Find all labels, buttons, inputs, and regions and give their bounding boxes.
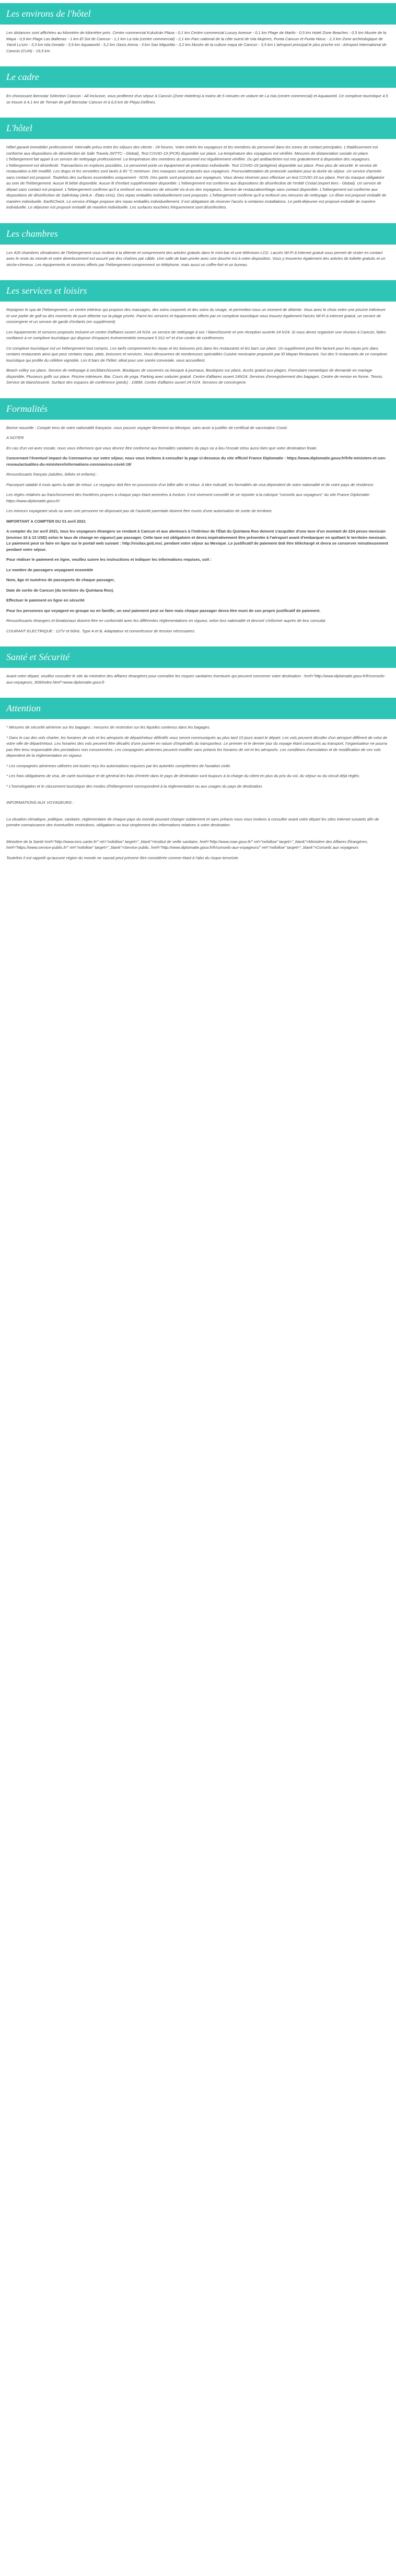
- section-environs: [0, 3, 396, 63]
- section-title: Formalités: [0, 398, 396, 420]
- paragraph: Pour les personnes qui voyagent en groupe ou en famille, un seul paiement peut se faire mais chaque passager devra être muni de son propre justificatif de paiement.: [6, 608, 321, 613]
- section-formalites: [0, 398, 396, 644]
- page: [0, 0, 396, 870]
- paragraph: Ressortissants français (adultes, bébés et enfants) :: [6, 472, 98, 477]
- section-services: [0, 280, 396, 395]
- section-title: Les environs de l'hôtel: [0, 3, 396, 25]
- paragraph: * Les compagnies aériennes utilisées ont toutes reçu les autorisations requises par les autorités compétentes de l'aviation civile.: [6, 763, 231, 768]
- paragraph[interactable]: Ministère de la Santé href="http://www.invs.sante.fr/" rel="nofollow" target="_blank">Institut de veille sanitaire, href="http://www.mae.gouv.fr/" rel="nofollow" target="_blank">Ministère des Affaires Étrangères, href="https://www.service-public.fr/" rel="nofollow" target="_blank">Service public, href="http://www.diplomatie.gouv.fr/fr/conseils-aux-voyageurs/" rel="nofollow" target="_blank">Conseils aux voyageurs: [6, 839, 368, 850]
- section-title: Les chambres: [0, 223, 396, 245]
- paragraph: * Dans le cas des vols charter, les horaires de vols et les aéroports de départ/retour définitifs vous seront communiqués au plus tard 10 jours avant le départ. Les vols peuvent décoller d'un aéroport différent de celui de votre ville de départ/retour. Les horaires des vols peuvent être décalés d'une journée en raison d'impératifs du transporteur. Le premier et le dernier jour du voyage étant consacrés au transport, l'organisateur ne pourra pas être tenu responsable des prestations non consommées. Les compagnies aériennes peuvent modifier sans préavis les horaires de vol et les aéroports. Les conditions d'annulation et de modification de ces vols dépendent de la réglementation en vigueur.: [6, 735, 388, 758]
- paragraph: Beach volley sur place, Service de nettoyage à sec/blanchisserie, Boutiques de souvenirs ou kiosque à journaux, Boutiques sur place, Accès gratuit aux plages, Formulaire romantique de demande en mariage disponible, Plusieurs golfs sur place. Piscine intérieure, Bar. Cours de yoga. Parking avec voiturier gratuit. Centre d'affaires ouvert 24h/24. Services d'enregistrement des bagages. Centre de remise en forme. Tennis. Service de blanchisserie. Surface des espaces de conférence (pieds) : 10896. Centre d'affaires ouvert 24 h/24. Services de conciergerie.: [6, 368, 383, 385]
- paragraph: Les distances sont affichées au kilomètre de kilomètre près. Centre commercial Kukulcán Plaza - 0,1 km Centre commercial Luxury Avenue - 0,1 km Plage de Marlin - 0,5 km Hotel Zone Beaches - 0,5 km Musée de la Maya - 0,9 km Plage Las Ballenas - 1 km El Sol de Cancun - 1,1 km La Isla (centre commercial) - 2,1 km Parc national de la côte ouest de Isla Mujeres, Punta Cancun et Punta Nizuc - 2,3 km Zone archéologique de Yamil Lu'um - 3,3 km Isla Dorado - 3,9 km Aquaworld - 3,2 km Oasis Arena - 3 km San Miguelito - 3,2 km Musée de la culture maya de Cancun - 3,5 km L'aéroport principal le plus proche est : Aéroport International de Cancún (CUN) - 19,5 km: [6, 30, 387, 53]
- section-title: L'hôtel: [0, 118, 396, 139]
- paragraph: * Mesures de sécurité aérienne sur les bagages : mesures de restriction sur les liquides contenus dans les bagages.: [6, 725, 211, 730]
- section-hotel: [0, 118, 396, 220]
- paragraph: Concernant l'éventuel impact du Coronavirus sur votre séjour, nous vous invitons à consulter la page ci-dessous du site officiel France Diplomatie : https://www.diplomatie.gouv.fr/fr/le-ministere-et-son-reseau/actualites-du-ministere/informations-coronavirus-covid-19/: [6, 456, 387, 467]
- paragraph: Les règles relatives au franchissement des frontières propres à chaque pays étant amenées à évoluer, il est vivement conseillé de se reporter à la rubrique "conseils aux voyageurs" du site France Diplomatie. https://www.diplomatie.gouv.fr/: [6, 492, 370, 503]
- paragraph: En choisissant Iberostar Selection Cancún - All Inclusive, vous profiterez d'un séjour à Cancún (Zone Hotelera) à moins de 5 minutes en voiture de La Isla (centre commercial) et Aquaworld. Ce complexe touristique 4,5 se trouve à 4,1 km de Terrain de golf Iberostar Cancun et à 6,6 km de Playa Delfines.: [6, 94, 388, 105]
- paragraph: Le nombre de passagers voyageant ensemble: [6, 567, 94, 572]
- paragraph: A compter du 1er avril 2021, tous les voyageurs étrangers se rendant à Cancun et aux alentours à l'intérieur de l'État du Quintana Roo doivent s'acquitter d'une taxe d'un montant de 224 pesos mexicain (environ 10 à 13 USD) selon le taux de change en vigueur) par passager. Cette taxe est obligatoire et devra impérativement être présentée à l'aéroport avant d'embarquer en quittant le territoire mexicain. Le paiement peut se faire en ligne sur le portail web suivant : http://visitax.gob.mx/, pendant votre séjour au Mexique. Le justificatif de paiement doit être téléchargé et devra se conserver minutieusement pendant votre séjour.: [6, 529, 388, 552]
- section-title: Les services et loisirs: [0, 280, 396, 302]
- paragraph: Pour réaliser le paiement en ligne, veuillez suivre les instructions et indiquer les informations requises, soit :: [6, 557, 212, 562]
- section-chambres: [0, 223, 396, 278]
- section-cadre: [0, 66, 396, 114]
- paragraph: Ce complexe touristique est un hébergement tout compris. Les tarifs comprennent les repas et les boissons pris dans les restaurants et les bars sur place. Un supplément peut être facturé pour les repas pris dans certains restaurants ainsi que pour certains repas, plats, boissons et services. Vous découvrirez de nombreuses spécialités Cuisine mexicaine proposée par El Mayan Restaurant, l'un des 5 restaurants de ce complexe touristique qui profite du célèbre vignoble. Les 8 bars de l'hôtel, idéal pour une soirée conviviale, vous accueillent.: [6, 345, 388, 363]
- paragraph: Effectuer le paiement en ligne en sécurité: [6, 598, 85, 603]
- paragraph: Les équipements et services proposés incluent un centre d'affaires ouvert 24 h/24, un service de nettoyage à sec / blanchisserie et une réception ouverte 24 h/24. Si vous devez organiser une réunion à Cancún, faites confiance à ce complexe touristique qui dispose d'espaces événementiels mesurant 5 012 m² et d'un centre de conférences.: [6, 329, 386, 340]
- paragraph: Les 426 chambres climatisées de l'hébergement vous invitent à la détente et comprennent des articles gratuits dans le mini-bar et une télévision LCD. Laccès Wi-Fi à Internet gratuit vous permet de rester en contact avec le reste du monde et votre divertissement est assuré par des chaînes par câble. Une salle de bain privée avec une douche est à votre disposition. Vous y trouverez également des articles de toilette gratuits et un sèche-cheveux. Les équipements et services offerts par l'hébergement comprennent un téléphone, mais aussi un coffre-fort et un bureau.: [6, 250, 386, 267]
- paragraph: Rejoignez le spa de l'hébergement, un centre intérieur qui propose des massages, des soins corporels et des soins du visage, et permettez-vous un moment de détente. Vous avez le choix entre une piscine intérieure et une partie de golf ou des moments de pure détente sur la plage privée. Parmi les services et équipements offerts par ce complexe touristique vous trouvez également l'accès Wi-Fi à Internet gratuit, un service de conciergerie et un service de garde d'enfants (en supplément).: [6, 307, 386, 324]
- paragraph: A NOTER: [6, 435, 24, 440]
- paragraph: La situation climatique, politique, sanitaire, réglementaire de chaque pays du monde pouvant changer subitement et sans préavis nous vous invitons à consulter avant votre départ les sites Internet suivants afin de prendre connaissance des éventuelles restrictions, obligations ou tout simplement des informations relatives à votre destination.: [6, 816, 379, 827]
- paragraph: * L'homologation et le classement touristique des modes d'hébergement correspondent à la réglementation ou aux usages du pays de destination.: [6, 783, 263, 789]
- paragraph: COURANT ELECTRIQUE : 127V et 60Hz. Type A et B. Adaptateur et convertisseur de tension nécessaires.: [6, 628, 195, 633]
- paragraph: Date de sortie de Cancun (du territoire du Quintana Roo).: [6, 587, 114, 593]
- section-title: Attention: [0, 698, 396, 719]
- paragraph: Passeport valable 6 mois après la date de retour. Le voyageur doit être en possession d'un billet aller et retour. A titre indicatif, les formalités de visa dépendent de votre nationalité et de votre pays de résidence.: [6, 482, 375, 487]
- paragraph: * Les frais obligatoires de visa, de carte touristique et de général les frais d'entrée dans le pays de destination sont toujours à la charge du client en plus du prix du vol, du séjour ou du circuit déjà réglés.: [6, 773, 360, 778]
- paragraph: Bonne nouvelle : Compte tenu de votre nationalité française, vous pouvez voyager librement au Mexique, sans avoir à justifier de certificat de vaccination Covid.: [6, 425, 288, 430]
- paragraph: Les mineurs voyageant seuls ou avec une personne ne disposant pas de l'autorité parentale doivent être munis d'une autorisation de sortie de territoire.: [6, 509, 273, 513]
- paragraph: INFORMATIONS AUX VOYAGEURS :: [6, 800, 74, 805]
- paragraph: Toutefois il est rappelé qu'aucune région du monde ne saurait peut prévenir être considérée comme étant à l'abri du risque terroriste.: [6, 855, 239, 860]
- paragraph: IMPORTANT A COMPTER DU 01 avril 2021: [6, 518, 86, 524]
- section-title: Santé et Sécurité: [0, 646, 396, 668]
- paragraph: Hôtel garanti immobilier professionnel. Intervalle prévu entre les séjours des clients : 24 heures. Votre entrée les voyageurs et les membres du personnel dans les zones de contact principales. L'établissement est conforme aux dispositions de désinfection de Safe Travels (WTTC - Global), Test COVID-19 (PCR) disponible sur place. La température des voyageurs est vérifiée. Mesures de distanciation sociale en place. L'hébergement fait appel à un service de nettoyage professionnel. La température des membres du personnel est régulièrement vérifiée. Du gel antibactérien est mis gratuitement à disposition des voyageurs. L'hébergement est désinfecté. Transactions en espèces possibles. Le personnel porte un équipement de protection individuelle. Test COVID-19 (antigène) disponible sur place. Pour plus de sécurité, le service de restauration a été modifié. Les draps et les serviettes sont lavés à 60 °C minimum. Des masques sont proposés aux voyageurs. Pourvu/attestation de protocole sanitaire pour la durée du séjour. Un service d'arrivée sans contact est proposé. Toutefois des surfaces essentielles uniquement - NON. Des gants sont proposés aux voyageurs. Vous devez réserver pour effectuer un test COVID-19 sur place. Port du masque obligatoire au sein de l'hébergement. Aucun lit bébé disponible. Aucun lit d'enfant supplémentaire disponible. L'hébergement est conforme aux dispositions de désinfection de l'entité Cristal (expert tiers - Global). Un service de départ sans contact est proposé. L'hébergement confirme qu'il a renforcé ses mesures de sécurité vis-à-vis des voyageurs. Service de restauration/étage sans contact disponible. L'hébergement est conforme aux dispositions de désinfection de Safe4stay (AHLA - États-Unis). Des repas emballés individuellement sont proposés. L'hébergement confirme qu'il a renforcé ses mesures de nettoyage. Le dîner est proposé emballé de manière individuelle. EarthCheck. Le service d'étage propose des repas emballés individuellement. Il est obligatoire de réserver l'accès à certaines installations. Le petit-déjeuner est proposé emballé de manière individuelle. Le déjeuner est proposé emballé de manière individuelle. Les surfaces touchées fréquemment sont désinfectées.: [6, 145, 387, 210]
- paragraph: Nom, âge et numéros de passeports de chaque passager,: [6, 577, 115, 582]
- paragraph: Ressortissants étrangers et binationaux doivent être en conformité avec les différentes réglementations en vigueur, selon leur nationalité et devront s'informer auprès de leur consulat.: [6, 618, 327, 623]
- paragraph: Avant votre départ, veuillez consulter le site du ministère des Affaires étrangères pour connaître les risques sanitaires éventuels qui peuvent concerner votre destination : href="http://www.diplomatie.gouv.fr/fr/conseils-aux-voyageurs_909/index.html">www.diplomatie.gouv.fr: [6, 674, 386, 685]
- section-sante: [0, 646, 396, 695]
- section-title: Le cadre: [0, 66, 396, 88]
- section-attention: [0, 698, 396, 870]
- paragraph: En cas d'un vol avec escale, nous vous informons que vous devrez être conforme aux formalités sanitaires du pays où a lieu l'escale et/ou aussi bien que votre destination finale.: [6, 445, 318, 450]
